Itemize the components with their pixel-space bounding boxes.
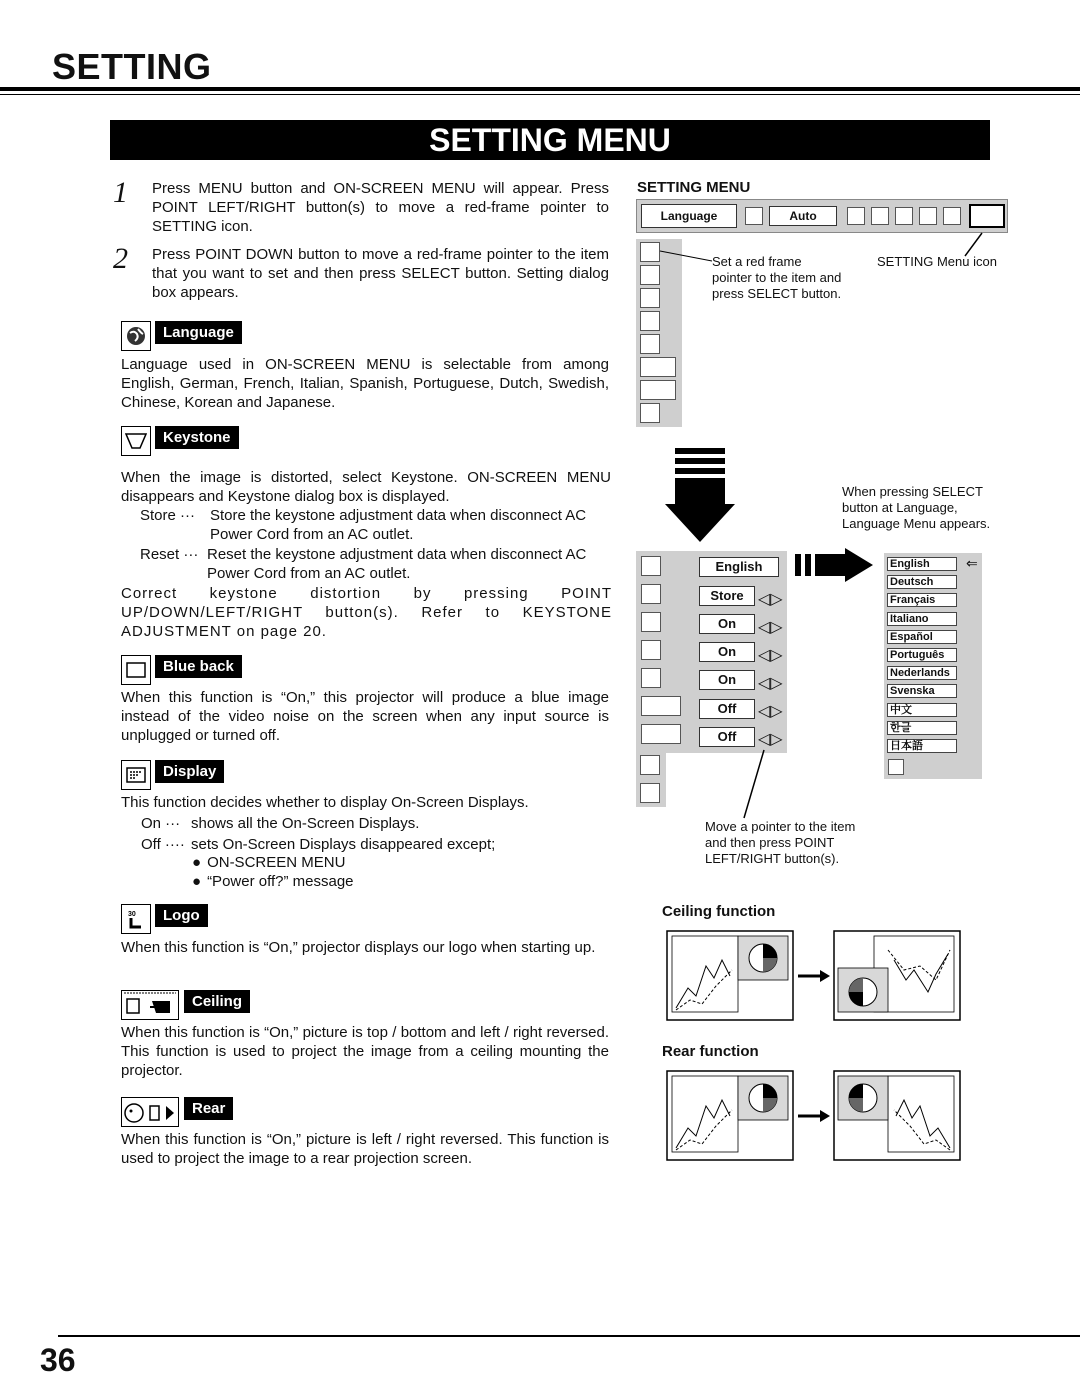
screen-icon bbox=[871, 207, 889, 225]
image-icon bbox=[895, 207, 913, 225]
down-arrow-icon bbox=[640, 755, 660, 775]
left-right-arrows-icon: ◁▷ ◁▷ ◁▷ ◁▷ ◁▷ ◁▷ bbox=[758, 591, 783, 748]
ceiling-function-title: Ceiling function bbox=[662, 903, 776, 920]
callout-red-frame: Set a red frame pointer to the item and press SELECT button. bbox=[712, 254, 842, 301]
language-icon bbox=[121, 321, 151, 351]
big-down-arrow-icon bbox=[665, 448, 737, 544]
display-off-text: sets On-Screen Displays disappeared except; bbox=[191, 836, 496, 853]
logo-label: Logo bbox=[155, 904, 208, 927]
ceiling-small-icon bbox=[641, 696, 681, 716]
language-text: Language used in ON-SCREEN MENU is selectable from among English, German, French, Italian, Spanish, Portuguese, Dutch, Swedish, Chinese, Korean and Japanese. bbox=[121, 356, 609, 411]
step-number-1: 1 bbox=[113, 176, 128, 209]
value-keystone: Store bbox=[699, 586, 755, 606]
display-icon bbox=[121, 760, 151, 790]
logo-icon bbox=[121, 904, 151, 934]
language-option: Español bbox=[887, 630, 957, 644]
setting-menu-banner: SETTING MENU bbox=[110, 120, 990, 160]
language-option: Deutsch bbox=[887, 575, 957, 589]
logo-text: When this function is “On,” projector displays our logo when starting up. bbox=[121, 939, 596, 956]
display-small-icon bbox=[640, 311, 660, 331]
blue-back-label: Blue back bbox=[155, 655, 242, 678]
keystone-small-icon bbox=[641, 584, 661, 604]
exit-icon bbox=[640, 783, 660, 803]
language-label: Language bbox=[155, 321, 242, 344]
display-menu-icon bbox=[919, 207, 937, 225]
display-on-text: shows all the On-Screen Displays. bbox=[191, 815, 420, 832]
right-arrow-icon bbox=[795, 548, 875, 582]
language-option: Français bbox=[887, 593, 957, 607]
callout-select: When pressing SELECT button at Language, Language Menu appears. bbox=[842, 484, 991, 531]
display-bullet-1: ● ON-SCREEN MENU bbox=[192, 853, 345, 872]
ceiling-icon bbox=[121, 990, 179, 1020]
value-language: English bbox=[699, 557, 779, 577]
blue-back-small-icon bbox=[641, 612, 661, 632]
language-option: Italiano bbox=[887, 612, 957, 626]
display-bullet-2: ● “Power off?” message bbox=[192, 872, 354, 891]
value-logo: On bbox=[699, 670, 755, 690]
value-blue-back: On bbox=[699, 614, 755, 634]
blue-back-icon bbox=[121, 655, 151, 685]
ceiling-text: When this function is “On,” picture is top / bottom and left / right reversed. This function is used to project the image from a ceiling mounting the projector. bbox=[121, 1024, 609, 1079]
keystone-text: When the image is distorted, select Keystone. ON-SCREEN MENU disappears and Keystone dialog box is displayed. bbox=[121, 469, 611, 505]
rear-small-icon bbox=[641, 724, 681, 744]
language-option: Svenska bbox=[887, 684, 957, 698]
keystone-label: Keystone bbox=[155, 426, 239, 449]
callout-setting-icon: SETTING Menu icon bbox=[877, 254, 997, 269]
menu-language-field: Language bbox=[641, 204, 737, 228]
keystone-store-term: Store ··· bbox=[140, 507, 196, 524]
rear-function-title: Rear function bbox=[662, 1043, 759, 1060]
value-ceiling: Off bbox=[699, 699, 755, 719]
language-option: 日本語 bbox=[887, 739, 957, 753]
rear-function-diagram bbox=[666, 1070, 962, 1162]
rear-text: When this function is “On,” picture is left / right reversed. This function is used to project the image to a rear projection screen. bbox=[121, 1131, 609, 1167]
display-text: This function decides whether to display On-Screen Displays. bbox=[121, 794, 529, 811]
exit-icon bbox=[888, 759, 904, 775]
display-small-icon bbox=[641, 640, 661, 660]
display-on-term: On ··· bbox=[141, 815, 181, 832]
logo-small-icon bbox=[640, 334, 660, 354]
ceiling-function-diagram bbox=[666, 930, 962, 1022]
value-display: On bbox=[699, 642, 755, 662]
svg-text:30: 30 bbox=[128, 911, 136, 918]
blue-back-text: When this function is “On,” this projector will produce a blue image instead of the video noise on the screen when any input source is unplugged or turned off. bbox=[121, 689, 609, 744]
blue-back-small-icon bbox=[640, 288, 660, 308]
language-option: 한글 bbox=[887, 721, 957, 735]
pc-adjust-icon bbox=[847, 207, 865, 225]
header-rule bbox=[0, 87, 1080, 91]
callout-move: Move a pointer to the item and then press POINT LEFT/RIGHT button(s). bbox=[705, 819, 856, 866]
figure-title: SETTING MENU bbox=[637, 179, 751, 196]
down-arrow-icon bbox=[640, 403, 660, 423]
keystone-reset-text: Reset the keystone adjustment data when disconnect AC Power Cord from an AC outlet. bbox=[207, 546, 587, 582]
language-option: English bbox=[887, 557, 957, 571]
rear-icon bbox=[121, 1097, 179, 1127]
footer-rule bbox=[58, 1335, 1080, 1337]
setting-dialog-tail bbox=[636, 753, 666, 807]
step-1-text: Press MENU button and ON-SCREEN MENU will appear. Press POINT LEFT/RIGHT button(s) to move a red-frame pointer to SETTING icon. bbox=[152, 180, 609, 235]
input-icon bbox=[745, 207, 763, 225]
pointer-arrow-icon: ⇐ bbox=[966, 555, 978, 571]
rear-label: Rear bbox=[184, 1097, 233, 1120]
page-section-title: SETTING bbox=[52, 46, 212, 87]
keystone-reset-term: Reset ··· bbox=[140, 546, 199, 563]
ceiling-small-icon bbox=[640, 357, 676, 377]
display-off-term: Off ···· bbox=[141, 836, 185, 853]
rear-small-icon bbox=[640, 380, 676, 400]
display-label: Display bbox=[155, 760, 224, 783]
language-option: Nederlands bbox=[887, 666, 957, 680]
page-number: 36 bbox=[40, 1342, 76, 1378]
header-rule-thin bbox=[0, 94, 1080, 95]
keystone-store-text: Store the keystone adjustment data when disconnect AC Power Cord from an AC outlet. bbox=[210, 507, 587, 543]
ceiling-label: Ceiling bbox=[184, 990, 250, 1013]
step-2-text: Press POINT DOWN button to move a red-frame pointer to the item that you want to set and then press SELECT button. Setting dialog box appears. bbox=[152, 246, 609, 301]
step-number-2: 2 bbox=[113, 242, 128, 275]
value-rear: Off bbox=[699, 727, 755, 747]
menu-auto-field: Auto bbox=[769, 206, 837, 226]
callout-line-move bbox=[740, 748, 770, 820]
keystone-correct-text: Correct keystone distortion by pressing POINT UP/DOWN/LEFT/RIGHT button(s). Refer to KEYSTONE ADJUSTMENT on page 20. bbox=[121, 585, 612, 640]
sound-icon bbox=[943, 207, 961, 225]
language-option: 中文 bbox=[887, 703, 957, 717]
keystone-icon bbox=[121, 426, 151, 456]
globe-icon bbox=[641, 556, 661, 576]
logo-small-icon bbox=[641, 668, 661, 688]
language-option: Português bbox=[887, 648, 957, 662]
